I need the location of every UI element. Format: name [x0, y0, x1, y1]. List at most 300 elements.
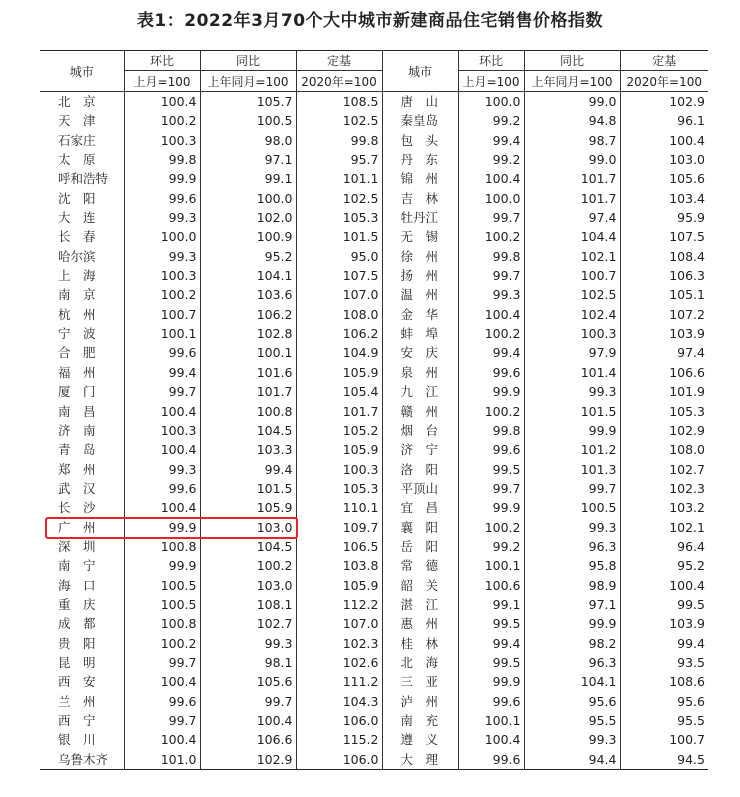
- cell-fixed-left: 105.9: [296, 440, 382, 459]
- cell-mom-right: 99.5: [458, 653, 524, 672]
- cell-mom-right: 99.7: [458, 479, 524, 498]
- cell-city-left: 西 宁: [58, 713, 96, 728]
- cell-fixed-left: 105.2: [296, 421, 382, 440]
- cell-city-left: 合 肥: [58, 345, 96, 361]
- table-row: [40, 266, 708, 285]
- header-fixed-base-right: 2020年=100: [620, 71, 708, 92]
- cell-yoy-left: 104.1: [200, 266, 296, 285]
- cell-yoy-left: 102.0: [200, 208, 296, 227]
- cell-fixed-left: 104.9: [296, 343, 382, 362]
- cell-yoy-left: 105.9: [200, 498, 296, 517]
- cell-mom-right: 100.6: [458, 576, 524, 595]
- cell-city-right: 宜 昌: [382, 498, 458, 517]
- cell-fixed-left: 109.7: [296, 518, 382, 537]
- cell-city-left: 北 京: [58, 94, 96, 109]
- cell-mom-left: 99.8: [124, 150, 200, 169]
- cell-mom-left: 99.6: [124, 343, 200, 362]
- cell-fixed-left: 105.9: [296, 576, 382, 595]
- cell-yoy-right: 94.4: [524, 750, 620, 770]
- table-row: [40, 576, 708, 595]
- table-row: [40, 460, 708, 479]
- cell-mom-right: 100.4: [458, 730, 524, 749]
- cell-mom-left: 99.7: [124, 382, 200, 401]
- cell-city-right: 惠 州: [382, 614, 458, 633]
- cell-yoy-right: 104.4: [524, 227, 620, 246]
- cell-city-right: 济 宁: [382, 440, 458, 459]
- cell-mom-left: 99.7: [124, 653, 200, 672]
- cell-fixed-right: 100.7: [620, 730, 708, 749]
- cell-fixed-right: 106.3: [620, 266, 708, 285]
- cell-fixed-right: 103.9: [620, 324, 708, 343]
- table-row: [40, 750, 708, 770]
- cell-fixed-left: 107.0: [296, 285, 382, 304]
- cell-mom-left: 99.6: [124, 692, 200, 711]
- cell-city-right: 吉 林: [382, 189, 458, 208]
- cell-yoy-left: 99.4: [200, 460, 296, 479]
- cell-fixed-left: 105.3: [296, 479, 382, 498]
- cell-mom-right: 99.4: [458, 634, 524, 653]
- cell-city-left: 银 川: [58, 732, 96, 748]
- cell-fixed-right: 107.2: [620, 305, 708, 324]
- cell-yoy-left: 102.7: [200, 614, 296, 633]
- header-city-right: 城市: [382, 51, 458, 92]
- cell-fixed-left: 115.2: [296, 730, 382, 749]
- cell-city-right: 常 德: [382, 556, 458, 575]
- cell-city-right: 韶 关: [382, 576, 458, 595]
- cell-yoy-left: 100.2: [200, 556, 296, 575]
- cell-fixed-left: 111.2: [296, 672, 382, 691]
- cell-mom-right: 99.6: [458, 750, 524, 770]
- cell-city-right: 扬 州: [382, 266, 458, 285]
- cell-mom-right: 100.2: [458, 518, 524, 537]
- cell-yoy-left: 106.6: [200, 730, 296, 749]
- cell-fixed-right: 96.1: [620, 111, 708, 130]
- cell-yoy-right: 95.6: [524, 692, 620, 711]
- cell-yoy-right: 95.8: [524, 556, 620, 575]
- cell-fixed-left: 104.3: [296, 692, 382, 711]
- cell-fixed-left: 101.7: [296, 402, 382, 421]
- table-row: [40, 730, 708, 749]
- cell-fixed-right: 103.2: [620, 498, 708, 517]
- cell-yoy-right: 94.8: [524, 111, 620, 130]
- table-row: [40, 169, 708, 188]
- cell-mom-right: 100.2: [458, 324, 524, 343]
- cell-mom-left: 100.3: [124, 421, 200, 440]
- cell-yoy-right: 100.7: [524, 266, 620, 285]
- cell-fixed-right: 103.0: [620, 150, 708, 169]
- cell-yoy-right: 101.2: [524, 440, 620, 459]
- table-row: [40, 363, 708, 382]
- cell-fixed-right: 102.7: [620, 460, 708, 479]
- cell-city-left: 乌鲁木齐: [40, 750, 124, 770]
- table-row: [40, 343, 708, 362]
- cell-city-right: 三 亚: [382, 672, 458, 691]
- cell-yoy-left: 103.3: [200, 440, 296, 459]
- cell-city-right: 烟 台: [382, 421, 458, 440]
- table-row: [40, 634, 708, 653]
- header-mom-right: 环比: [458, 51, 524, 71]
- cell-city-right: 丹 东: [382, 150, 458, 169]
- cell-mom-left: 100.1: [124, 324, 200, 343]
- table-row: [40, 498, 708, 517]
- table-row: [40, 595, 708, 614]
- cell-mom-left: 99.4: [124, 363, 200, 382]
- cell-city-left: 贵 阳: [58, 635, 96, 651]
- cell-yoy-left: 100.9: [200, 227, 296, 246]
- cell-yoy-left: 108.1: [200, 595, 296, 614]
- cell-city-right: 洛 阳: [382, 460, 458, 479]
- cell-yoy-left: 97.1: [200, 150, 296, 169]
- cell-yoy-right: 102.4: [524, 305, 620, 324]
- table-row: [40, 305, 708, 324]
- cell-city-left: 西 安: [58, 674, 96, 690]
- cell-yoy-left: 105.6: [200, 672, 296, 691]
- cell-fixed-right: 103.9: [620, 614, 708, 633]
- cell-fixed-right: 102.3: [620, 479, 708, 498]
- cell-fixed-left: 102.3: [296, 634, 382, 653]
- cell-city-left: 南 京: [58, 287, 96, 303]
- cell-yoy-left: 106.2: [200, 305, 296, 324]
- cell-city-left: 兰 州: [58, 693, 96, 709]
- cell-fixed-right: 103.4: [620, 189, 708, 208]
- table-row: [40, 189, 708, 208]
- cell-fixed-left: 105.9: [296, 363, 382, 382]
- cell-fixed-left: 102.5: [296, 189, 382, 208]
- cell-yoy-right: 101.5: [524, 402, 620, 421]
- cell-yoy-left: 100.4: [200, 711, 296, 730]
- cell-city-left: 福 州: [58, 364, 96, 380]
- cell-fixed-left: 105.4: [296, 382, 382, 401]
- cell-mom-left: 99.9: [124, 556, 200, 575]
- cell-mom-left: 99.3: [124, 247, 200, 266]
- cell-mom-right: 99.6: [458, 440, 524, 459]
- cell-mom-right: 100.1: [458, 711, 524, 730]
- price-index-table: [40, 50, 708, 770]
- cell-mom-left: 100.3: [124, 131, 200, 150]
- cell-fixed-left: 95.7: [296, 150, 382, 169]
- cell-mom-left: 100.2: [124, 111, 200, 130]
- cell-mom-right: 99.9: [458, 498, 524, 517]
- cell-city-right: 湛 江: [382, 595, 458, 614]
- cell-yoy-right: 101.7: [524, 169, 620, 188]
- cell-mom-right: 100.4: [458, 169, 524, 188]
- cell-mom-left: 100.4: [124, 498, 200, 517]
- cell-mom-right: 99.4: [458, 343, 524, 362]
- cell-yoy-left: 95.2: [200, 247, 296, 266]
- table-row: [40, 711, 708, 730]
- cell-fixed-right: 93.5: [620, 653, 708, 672]
- cell-yoy-right: 101.3: [524, 460, 620, 479]
- cell-city-left: 天 津: [58, 113, 96, 129]
- cell-fixed-right: 99.4: [620, 634, 708, 653]
- cell-mom-left: 100.2: [124, 285, 200, 304]
- table-row: [40, 421, 708, 440]
- cell-city-right: 唐 山: [382, 92, 458, 112]
- cell-yoy-right: 100.3: [524, 324, 620, 343]
- cell-fixed-right: 96.4: [620, 537, 708, 556]
- cell-mom-right: 99.6: [458, 363, 524, 382]
- cell-yoy-right: 99.3: [524, 382, 620, 401]
- cell-yoy-right: 99.0: [524, 92, 620, 112]
- cell-mom-left: 100.5: [124, 595, 200, 614]
- cell-mom-right: 100.0: [458, 189, 524, 208]
- table-row: [40, 614, 708, 633]
- cell-yoy-left: 100.1: [200, 343, 296, 362]
- cell-city-right: 温 州: [382, 285, 458, 304]
- header-yoy-right: 同比: [524, 51, 620, 71]
- cell-yoy-right: 97.9: [524, 343, 620, 362]
- cell-mom-right: 99.5: [458, 460, 524, 479]
- cell-mom-right: 99.3: [458, 285, 524, 304]
- cell-fixed-left: 99.8: [296, 131, 382, 150]
- cell-fixed-left: 108.5: [296, 92, 382, 112]
- cell-yoy-left: 104.5: [200, 537, 296, 556]
- cell-yoy-right: 102.5: [524, 285, 620, 304]
- cell-city-left: 深 圳: [58, 538, 96, 554]
- cell-fixed-right: 106.6: [620, 363, 708, 382]
- cell-yoy-right: 99.7: [524, 479, 620, 498]
- cell-fixed-left: 101.1: [296, 169, 382, 188]
- cell-city-right: 包 头: [382, 131, 458, 150]
- cell-yoy-right: 96.3: [524, 537, 620, 556]
- header-yoy-base-left: 上年同月=100: [200, 71, 296, 92]
- cell-fixed-right: 105.6: [620, 169, 708, 188]
- cell-yoy-right: 98.7: [524, 131, 620, 150]
- cell-city-left: 海 口: [58, 577, 96, 593]
- cell-yoy-right: 98.9: [524, 576, 620, 595]
- cell-fixed-right: 95.6: [620, 692, 708, 711]
- cell-yoy-left: 100.8: [200, 402, 296, 421]
- cell-city-right: 锦 州: [382, 169, 458, 188]
- cell-city-right: 赣 州: [382, 402, 458, 421]
- cell-yoy-left: 100.5: [200, 111, 296, 130]
- cell-fixed-right: 100.4: [620, 131, 708, 150]
- table-row: [40, 440, 708, 459]
- header-mom-left: 环比: [124, 51, 200, 71]
- table-row: [40, 692, 708, 711]
- cell-yoy-right: 101.4: [524, 363, 620, 382]
- cell-yoy-left: 100.0: [200, 189, 296, 208]
- cell-fixed-right: 105.3: [620, 402, 708, 421]
- cell-city-left: 石家庄: [58, 132, 96, 148]
- cell-mom-left: 100.7: [124, 305, 200, 324]
- cell-city-left: 沈 阳: [58, 190, 96, 206]
- table-row: [40, 556, 708, 575]
- cell-mom-right: 99.9: [458, 672, 524, 691]
- cell-mom-right: 99.2: [458, 537, 524, 556]
- header-fixed-right: 定基: [620, 51, 708, 71]
- cell-city-left: 广 州: [58, 519, 96, 535]
- table-row: [40, 402, 708, 421]
- cell-fixed-left: 106.0: [296, 711, 382, 730]
- cell-mom-left: 99.9: [124, 518, 200, 537]
- cell-city-left: 宁 波: [58, 326, 96, 342]
- cell-mom-left: 100.8: [124, 614, 200, 633]
- cell-yoy-left: 103.0: [200, 576, 296, 595]
- cell-yoy-left: 104.5: [200, 421, 296, 440]
- cell-city-left: 重 庆: [58, 596, 96, 612]
- cell-city-left: 大 连: [58, 210, 96, 226]
- cell-city-left: 南 宁: [58, 558, 96, 574]
- table-row: [40, 111, 708, 130]
- cell-city-left: 郑 州: [58, 461, 96, 477]
- cell-mom-left: 99.9: [124, 169, 200, 188]
- cell-fixed-left: 100.3: [296, 460, 382, 479]
- cell-city-left: 杭 州: [58, 306, 96, 322]
- cell-mom-left: 100.4: [124, 672, 200, 691]
- cell-yoy-right: 99.0: [524, 150, 620, 169]
- table-row: [40, 227, 708, 246]
- cell-fixed-left: 106.5: [296, 537, 382, 556]
- table-row: [40, 208, 708, 227]
- cell-yoy-left: 105.7: [200, 92, 296, 112]
- cell-yoy-left: 102.9: [200, 750, 296, 770]
- cell-city-right: 徐 州: [382, 247, 458, 266]
- cell-yoy-right: 96.3: [524, 653, 620, 672]
- header-city-left: 城市: [40, 51, 124, 92]
- cell-mom-right: 99.4: [458, 131, 524, 150]
- cell-city-left: 厦 门: [58, 384, 96, 400]
- cell-mom-right: 99.2: [458, 111, 524, 130]
- cell-yoy-left: 98.1: [200, 653, 296, 672]
- cell-city-right: 无 锡: [382, 227, 458, 246]
- cell-city-right: 泸 州: [382, 692, 458, 711]
- cell-mom-left: 100.0: [124, 227, 200, 246]
- cell-yoy-left: 99.1: [200, 169, 296, 188]
- table-row: [40, 131, 708, 150]
- cell-mom-right: 100.1: [458, 556, 524, 575]
- cell-fixed-left: 102.5: [296, 111, 382, 130]
- cell-fixed-left: 110.1: [296, 498, 382, 517]
- cell-city-right: 桂 林: [382, 634, 458, 653]
- cell-fixed-right: 95.9: [620, 208, 708, 227]
- cell-yoy-left: 103.6: [200, 285, 296, 304]
- cell-yoy-right: 99.9: [524, 421, 620, 440]
- cell-yoy-left: 99.3: [200, 634, 296, 653]
- cell-fixed-right: 95.2: [620, 556, 708, 575]
- cell-mom-left: 100.4: [124, 730, 200, 749]
- cell-mom-right: 99.7: [458, 208, 524, 227]
- cell-fixed-left: 108.0: [296, 305, 382, 324]
- header-mom-base-right: 上月=100: [458, 71, 524, 92]
- cell-fixed-left: 101.5: [296, 227, 382, 246]
- cell-mom-left: 99.6: [124, 189, 200, 208]
- cell-city-left: 济 南: [58, 422, 96, 438]
- cell-yoy-right: 99.9: [524, 614, 620, 633]
- cell-fixed-right: 108.4: [620, 247, 708, 266]
- cell-mom-left: 99.3: [124, 208, 200, 227]
- cell-yoy-right: 99.3: [524, 730, 620, 749]
- cell-city-right: 泉 州: [382, 363, 458, 382]
- cell-fixed-left: 107.0: [296, 614, 382, 633]
- header-mom-base-left: 上月=100: [124, 71, 200, 92]
- cell-mom-left: 100.4: [124, 402, 200, 421]
- cell-fixed-right: 102.1: [620, 518, 708, 537]
- cell-city-right: 牡丹江: [382, 208, 458, 227]
- cell-city-left: 呼和浩特: [58, 171, 109, 187]
- cell-mom-right: 100.2: [458, 402, 524, 421]
- table-row: [40, 92, 708, 112]
- cell-city-left: 南 昌: [58, 403, 96, 419]
- cell-yoy-left: 101.6: [200, 363, 296, 382]
- cell-mom-left: 100.4: [124, 440, 200, 459]
- table-row: [40, 324, 708, 343]
- cell-mom-left: 100.2: [124, 634, 200, 653]
- table-row: [40, 382, 708, 401]
- cell-fixed-left: 112.2: [296, 595, 382, 614]
- cell-fixed-right: 107.5: [620, 227, 708, 246]
- cell-city-right: 秦皇岛: [382, 111, 458, 130]
- cell-yoy-left: 101.7: [200, 382, 296, 401]
- cell-city-right: 襄 阳: [382, 518, 458, 537]
- cell-mom-right: 99.8: [458, 421, 524, 440]
- highlight-box-guangzhou: [45, 517, 298, 539]
- cell-yoy-left: 102.8: [200, 324, 296, 343]
- cell-yoy-right: 97.1: [524, 595, 620, 614]
- header-fixed-base-left: 2020年=100: [296, 71, 382, 92]
- cell-fixed-right: 97.4: [620, 343, 708, 362]
- cell-mom-right: 99.9: [458, 382, 524, 401]
- cell-fixed-right: 99.5: [620, 595, 708, 614]
- cell-city-left: 长 沙: [58, 500, 96, 516]
- cell-fixed-right: 100.4: [620, 576, 708, 595]
- cell-yoy-right: 101.7: [524, 189, 620, 208]
- cell-mom-right: 99.6: [458, 692, 524, 711]
- cell-city-left: 太 原: [58, 152, 96, 168]
- table-body: [40, 92, 708, 770]
- cell-mom-left: 99.7: [124, 711, 200, 730]
- cell-yoy-right: 99.3: [524, 518, 620, 537]
- cell-fixed-left: 103.8: [296, 556, 382, 575]
- cell-fixed-left: 105.3: [296, 208, 382, 227]
- cell-fixed-right: 94.5: [620, 750, 708, 770]
- table-row: [40, 479, 708, 498]
- cell-city-left: 武 汉: [58, 480, 96, 496]
- cell-city-right: 平顶山: [382, 479, 458, 498]
- cell-yoy-left: 101.5: [200, 479, 296, 498]
- cell-mom-right: 99.2: [458, 150, 524, 169]
- cell-mom-right: 99.8: [458, 247, 524, 266]
- table-row: [40, 653, 708, 672]
- cell-mom-left: 100.5: [124, 576, 200, 595]
- cell-yoy-right: 95.5: [524, 711, 620, 730]
- cell-mom-right: 99.1: [458, 595, 524, 614]
- cell-yoy-left: 98.0: [200, 131, 296, 150]
- cell-city-right: 九 江: [382, 382, 458, 401]
- table-row: [40, 672, 708, 691]
- cell-city-right: 金 华: [382, 305, 458, 324]
- table-row: [40, 537, 708, 556]
- table-title: 表1：2022年3月70个大中城市新建商品住宅销售价格指数: [136, 11, 604, 31]
- cell-fixed-left: 102.6: [296, 653, 382, 672]
- cell-fixed-left: 107.5: [296, 266, 382, 285]
- cell-mom-right: 100.0: [458, 92, 524, 112]
- cell-fixed-left: 106.0: [296, 750, 382, 770]
- cell-city-right: 安 庆: [382, 343, 458, 362]
- cell-fixed-left: 95.0: [296, 247, 382, 266]
- cell-yoy-right: 104.1: [524, 672, 620, 691]
- cell-mom-right: 99.7: [458, 266, 524, 285]
- cell-city-left: 长 春: [58, 229, 96, 245]
- cell-fixed-right: 102.9: [620, 92, 708, 112]
- table-row: [40, 150, 708, 169]
- cell-city-right: 北 海: [382, 653, 458, 672]
- cell-city-right: 南 充: [382, 711, 458, 730]
- cell-fixed-right: 95.5: [620, 711, 708, 730]
- cell-mom-left: 100.3: [124, 266, 200, 285]
- cell-yoy-right: 100.5: [524, 498, 620, 517]
- cell-city-left: 成 都: [58, 616, 96, 632]
